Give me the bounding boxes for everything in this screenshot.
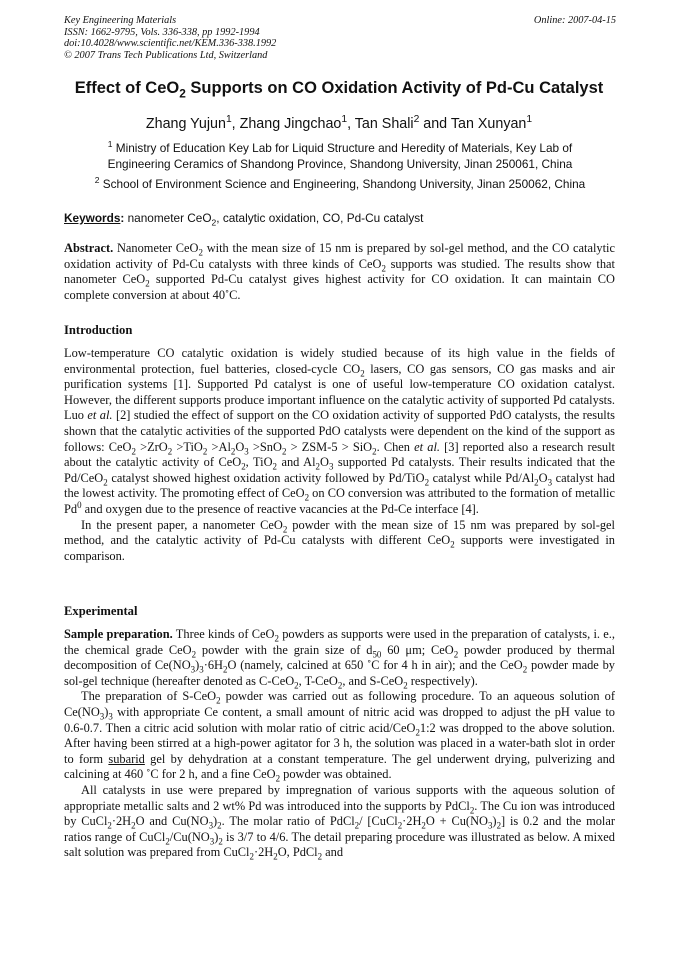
intro-paragraph-2: In the present paper, a nanometer CeO$_2$ powder with the mean size of 15 nm was prepared by sol-gel method, and the catalytic activity of Pd-Cu catalysts with different CeO$_2$ supports were investigated in comparison. [64,517,615,563]
intro-paragraph-1: Low-temperature CO catalytic oxidation is widely studied because of its high value in the fields of environmental protection, fuel batteries, closed-cycle $CO_2$ lasers, CO gas sensors, CO gas masks and air purification systems [1]. Supported Pd catalyst is one of useful low-temperature CO oxidation catalyst. However, the different supports produce important influence on the catalytic activity of supported Pd catalysts. Luo et al. [2] studied the effect of support on the CO oxidation activity of supported PdO catalysts, the results shown that the catalytic activities of the supported PdO catalysts were dependent on the kind of the support as follows: $CeO_2 >ZrO_2 >TiO_2 >Al_2O_3 >SnO_2 > ZSM-5 > SiO_2$. Chen et al. [3] reported also a research result about the catalytic activity of CeO$_2$, TiO$_2$ and $Al_2O_3$ supported Pd catalysts. Their results indicated that the Pd/CeO$_2$ catalyst showed highest oxidation activity followed by Pd/TiO$_2$ catalyst while $Pd/Al_2O_3$ catalyst had the lowest activity. The promoting effect of CeO$_2$ on CO conversion was attributed to the formation of metallic Pd$^0$ and oxygen due to the presence of reactive vacancies at the Pd-Ce interface [4]. [64,346,615,516]
experimental-heading: Experimental [64,604,138,618]
journal-header [64,15,616,61]
affiliation-2: $^2$ School of Environment Science and Engineering, Shandong University, Jinan 250062, China [94,175,586,191]
exp-paragraph-2: The preparation of S-CeO$_2$ powder was carried out as following procedure. To an aqueous solution of $Ce(NO_3)_3$ with appropriate Ce content, a small amount of nitric acid was dropped to adjust the pH value to 0.6-0.7. Then a citric acid solution with molar ratio of citric acid/CeO$_2$1:2 was dropped to the above solution. After having been stirred at a high-power agitator for 3 h, the solution was placed in a water-bath slot in order to form subarid gel by dehydration at a constant temperature. The gel underwent drying, pulverizing and calcining at 460 ˚C for 2 h, and a fine CeO$_2$ powder was obtained. [64,689,616,784]
experimental-body [64,627,615,861]
doi-line: doi:10.4028/www.scientific.net/KEM.336-338.1992 [64,38,277,50]
exp-paragraph-3: All catalysts in use were prepared by impregnation of various supports with the aqueous solution of appropriate metallic salts and 2 wt% Pd was introduced into the supports by PdCl$_2$. The Cu ion was introduced by $CuCl_2\cdot 2H_2O$ and $Cu(NO_3)_2$. The molar ratio of PdCl$_2$/ $[CuCl_2\cdot 2H_2O + Cu(NO_3)_2]$ is 0.2 and the molar ratios range of $CuCl_2/Cu(NO_3)_2$ is 3/7 to 4/6. The detail preparing procedure was illustrated as below. A mixed salt solution was prepared from $CuCl_2\cdot 2H_2O$, PdCl$_2$ and [64,782,616,862]
issn-line: ISSN: 1662-9795, Vols. 336-338, pp 1992-1994 [64,26,260,38]
paper-title: Effect of CeO$_2$ Supports on CO Oxidation Activity of Pd-Cu Catalyst [74,79,604,101]
online-date: Online: 2007-04-15 [533,15,616,26]
journal-name: Key Engineering Materials [64,15,177,26]
affiliation-1: $^1$ Ministry of Education Key Lab for Liquid Structure and Heredity of Materials, Key Lab of Engineering Ceramics of Shandong Province, Shandong University, Jinan 250061, China [107,139,573,171]
keywords: Keywords: nanometer CeO$_2$, catalytic oxidation, CO, Pd-Cu catalyst [64,211,424,228]
exp-paragraph-1: Sample preparation. Three kinds of CeO$_2$ powders as supports were used in the preparation of catalysts, i. e., the chemical grade CeO$_2$ powder with the grain size of $d_{50}$ 60 μm; CeO$_2$ powder produced by thermal decomposition of $Ce(NO_3)_3\cdot 6H_2O$ (namely, calcined at 650 ˚C for 4 h in air); and the CeO$_2$ powder made by sol-gel technique (hereafter denoted as C-CeO$_2$, T-CeO$_2$, and S-CeO$_2$ respectively). [64,627,616,691]
introduction-heading: Introduction [64,323,133,337]
author-list: Zhang Yujun$^1$, Zhang Jingchao$^1$, Tan Shali$^2$ and Tan Xunyan$^1$ [145,114,533,132]
copyright-line: © 2007 Trans Tech Publications Ltd, Switzerland [64,49,268,61]
abstract: Abstract. Nanometer CeO$_2$ with the mean size of 15 nm is prepared by sol-gel method, and the CO catalytic oxidation activity of Pd-Cu catalysts with three kinds of CeO$_2$ supports was studied. The results show that nanometer CeO$_2$ supported Pd-Cu catalyst gives highest activity for CO oxidation. It can maintain CO complete conversion at about 40˚C. [64,241,615,302]
introduction-body [64,346,615,564]
